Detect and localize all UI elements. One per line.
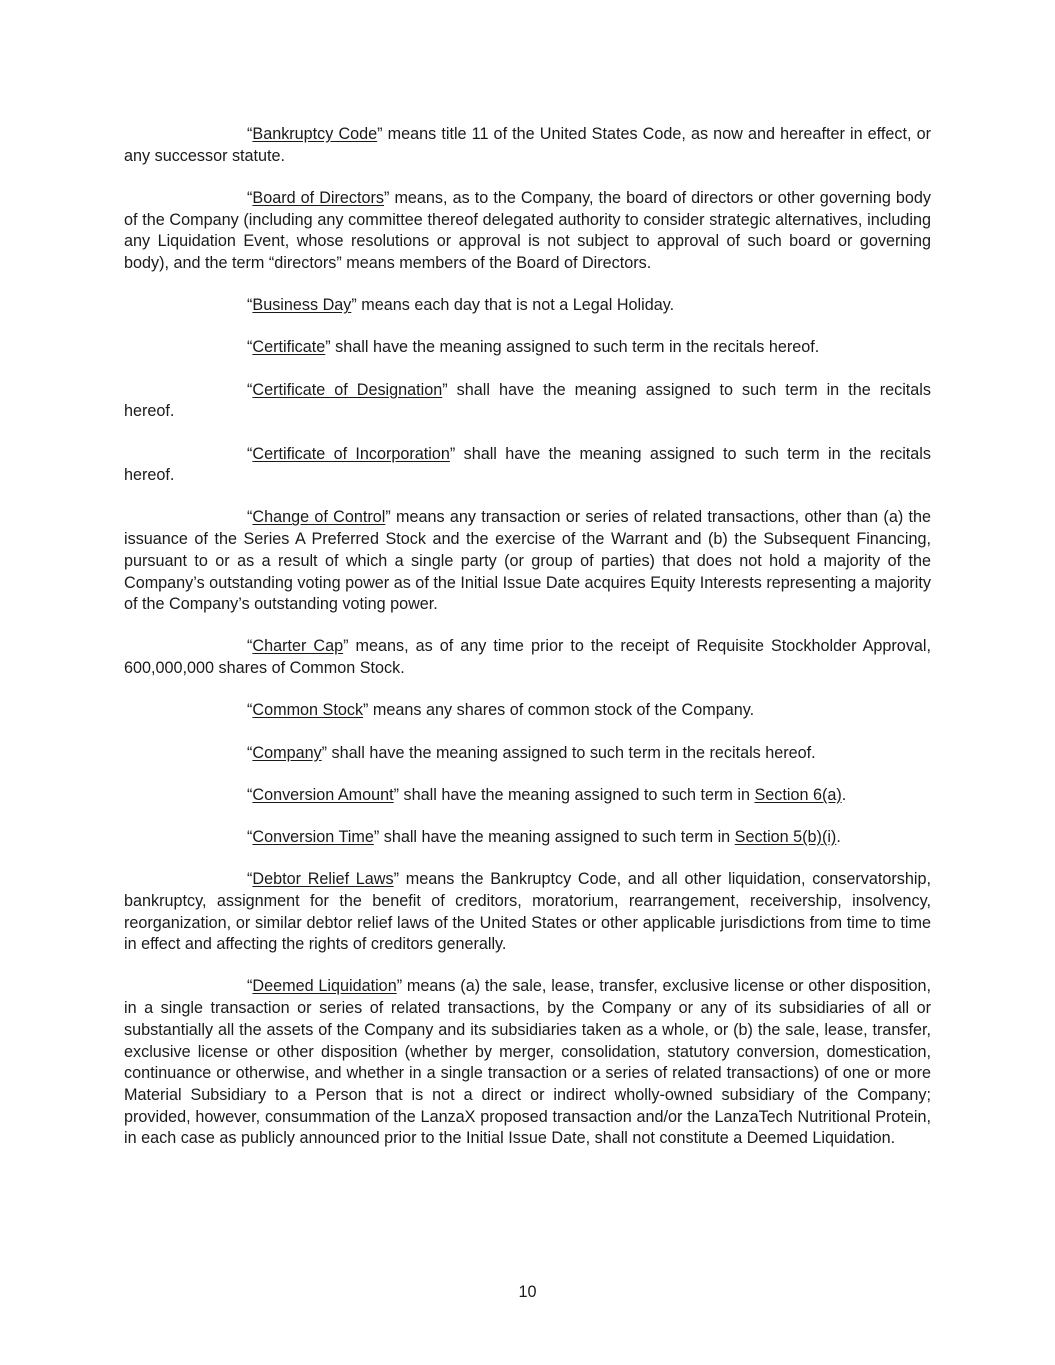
close-quote: ”: [325, 338, 331, 357]
open-quote: “: [247, 444, 253, 463]
close-quote: ”: [343, 637, 349, 656]
open-quote: “: [247, 637, 253, 656]
definition-text: means, as of any time prior to the receipt of Requisite Stockholder Approval, 600,000,000 shares of Common Stock.: [124, 637, 932, 678]
section-reference: Section 6(a): [754, 785, 842, 804]
close-quote: ”: [351, 296, 357, 315]
definition-board-of-directors: [124, 188, 931, 275]
open-quote: “: [247, 743, 253, 762]
close-quote: ”: [377, 125, 383, 143]
definition-text: shall have the meaning assigned to such term in the recitals hereof.: [327, 743, 816, 762]
close-quote: ”: [373, 827, 380, 846]
open-quote: “: [247, 380, 253, 399]
defined-term: Certificate of Designation: [252, 380, 443, 399]
defined-term: Conversion Amount: [252, 785, 394, 804]
defined-term: Certificate: [252, 338, 326, 357]
definition-text: means any shares of common stock of the Company.: [368, 701, 755, 720]
defined-term: Debtor Relief Laws: [252, 870, 394, 889]
definition-certificate-of-incorporation: [124, 444, 931, 487]
definition-text: means (a) the sale, lease, transfer, exclusive license or other disposition, in a single transaction or series of related transactions, by the Company or any of its subsidiaries of all or substantially all the assets of the Company and its subsidiaries taken as a whole, or (b) the sale, lease, transfer, exclusive license or other disposition (whether by merger, consolidation, statutory conversion, domestication, continuance or otherwise, and whether in a single transaction or a series of related transactions) of one or more Material Subsidiary to a Person that is not a direct or indirect wholly-owned subsidiary of the Company; provided, however, consummation of the LanzaX proposed transaction and/or the LanzaTech Nutritional Protein, in each case as publicly announced prior to the Initial Issue Date, shall not constitute a Deemed Liquidation.: [124, 977, 931, 1148]
definition-deemed-liquidation: [124, 976, 931, 1150]
close-quote: ”: [393, 870, 399, 889]
definition-common-stock: [124, 700, 931, 722]
definition-text: means any transaction or series of related transactions, other than (a) the issuance of the Series A Preferred Stock and the exercise of the Warrant and (b) the Subsequent Financing, pursuant to or as a result of which a single party (or group of parties) that does not hold a majority of the Company’s outstanding voting power as of the Initial Issue Date acquires Equity Interests representing a majority of the Company’s outstanding voting power.: [124, 508, 931, 614]
definition-text: means title 11 of the United States Code, as now and hereafter in effect, or any successor statute.: [124, 125, 931, 165]
definition-text: shall have the meaning assigned to such term in: [399, 785, 755, 804]
open-quote: “: [247, 188, 253, 207]
definition-company: [124, 743, 931, 765]
open-quote: “: [247, 827, 253, 846]
defined-term: Business Day: [252, 296, 352, 315]
definition-change-of-control: [124, 507, 931, 616]
definition-tail: hereof.: [124, 402, 175, 421]
open-quote: “: [247, 977, 253, 996]
page-number: 10: [518, 1283, 537, 1301]
defined-term: Certificate of Incorporation: [252, 444, 450, 463]
definition-text: means the Bankruptcy Code, and all other liquidation, conservatorship, bankruptcy, assignment for the benefit of creditors, moratorium, rearrangement, receivership, insolvency, reorganization, or similar debtor relief laws of the United States or other applicable jurisdictions from time to time in effect and affecting the rights of creditors generally.: [124, 870, 931, 954]
open-quote: “: [247, 125, 253, 143]
definition-text: shall have the meaning assigned to such term in the recitals: [447, 380, 931, 399]
definition-text: means each day that is not a Legal Holiday.: [356, 296, 675, 315]
defined-term: Common Stock: [252, 701, 364, 720]
defined-term: Company: [252, 743, 322, 762]
open-quote: “: [247, 701, 253, 720]
definition-first-line: [124, 380, 931, 402]
definition-text: shall have the meaning assigned to such term in: [379, 827, 735, 846]
definition-conversion-amount: [124, 785, 931, 807]
close-quote: ”: [383, 188, 390, 207]
definition-business-day: [124, 295, 931, 317]
close-quote: ”: [393, 785, 400, 804]
definition-certificate: [124, 337, 931, 359]
close-quote: ”: [442, 380, 448, 399]
definition-tail: hereof.: [124, 466, 175, 485]
definition-text: shall have the meaning assigned to such term in the recitals hereof.: [330, 338, 820, 357]
definition-text: shall have the meaning assigned to such term in the recitals: [455, 444, 931, 463]
close-quote: ”: [396, 977, 403, 996]
section-reference: Section 5(b)(i): [734, 827, 837, 846]
open-quote: “: [247, 338, 253, 357]
open-quote: “: [247, 870, 253, 889]
defined-term: Deemed Liquidation: [252, 977, 397, 996]
definition-charter-cap: [124, 636, 931, 679]
defined-term: Conversion Time: [252, 827, 374, 846]
close-quote: ”: [449, 444, 456, 463]
close-quote: ”: [321, 743, 328, 762]
definition-end: .: [836, 827, 841, 846]
definition-end: .: [841, 785, 847, 804]
defined-term: Bankruptcy Code: [252, 125, 378, 143]
definition-text: means, as to the Company, the board of directors or other governing body of the Company (including any committee thereof delegated authority to consider strategic alternatives, including any Liquidation Event, whose resolutions or approval is not subject to approval of such board or governing body), and the term “directors” means members of the Board of Directors.: [124, 188, 931, 273]
open-quote: “: [247, 785, 253, 804]
open-quote: “: [247, 508, 253, 527]
definition-first-line: [124, 444, 931, 466]
defined-term: Charter Cap: [252, 637, 344, 656]
definition-debtor-relief-laws: [124, 869, 931, 956]
definition-certificate-of-designation: [124, 380, 931, 423]
defined-term: Change of Control: [252, 508, 386, 527]
defined-term: Board of Directors: [252, 188, 384, 207]
document-body: [124, 124, 931, 1171]
close-quote: ”: [385, 508, 391, 527]
open-quote: “: [247, 296, 253, 315]
definition-bankruptcy-code: [124, 124, 931, 167]
close-quote: ”: [363, 701, 369, 720]
definition-conversion-time: [124, 827, 931, 849]
